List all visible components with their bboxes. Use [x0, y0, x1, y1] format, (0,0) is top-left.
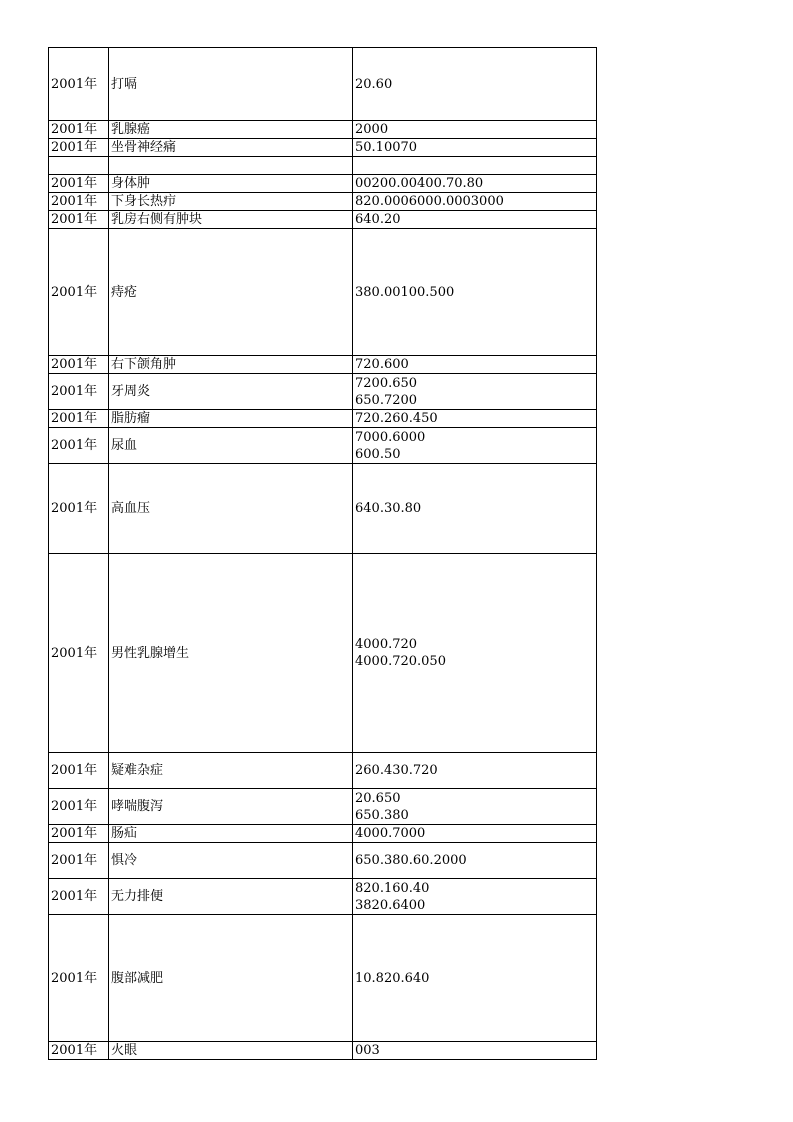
year-cell: 2001年	[49, 789, 109, 825]
code-cell	[353, 464, 597, 554]
code-value: 2000	[355, 122, 389, 137]
table-row	[49, 48, 597, 121]
table-row	[49, 229, 597, 356]
year-cell: 2001年	[49, 825, 109, 843]
year-cell: 2001年	[49, 879, 109, 915]
condition-cell: 身体肿	[109, 175, 353, 193]
condition-cell: 尿血	[109, 428, 353, 464]
table-row	[49, 410, 597, 428]
condition-cell: 脂肪瘤	[109, 410, 353, 428]
condition-cell: 无力排便	[109, 879, 353, 915]
code-cell	[353, 229, 597, 356]
code-value: 650.7200	[355, 392, 418, 408]
code-value: 640.30.80	[355, 501, 422, 516]
table-row	[49, 211, 597, 229]
remedy-table	[48, 47, 597, 1060]
code-value: 600.50	[355, 446, 401, 462]
code-cell	[353, 1042, 597, 1060]
code-value: 4000.720	[355, 637, 418, 652]
code-value: 00200.00400.70.80	[355, 176, 484, 191]
year-cell: 2001年	[49, 121, 109, 139]
table-row	[49, 1042, 597, 1060]
code-value: 50.10070	[355, 140, 418, 155]
year-cell: 2001年	[49, 356, 109, 374]
code-value: 20.60	[355, 76, 393, 92]
condition-cell	[109, 157, 353, 175]
condition-cell: 腹部减肥	[109, 915, 353, 1042]
code-value: 3820.6400	[355, 897, 426, 913]
code-value: 720.600	[355, 357, 409, 372]
condition-cell: 疑难杂症	[109, 753, 353, 789]
code-cell	[353, 48, 597, 121]
code-value: 380.00100.500	[355, 284, 455, 300]
year-cell: 2001年	[49, 193, 109, 211]
code-value: 003	[355, 1043, 380, 1058]
code-value: 4000.720.050	[355, 654, 446, 669]
code-cell	[353, 193, 597, 211]
code-cell	[353, 428, 597, 464]
condition-cell: 乳腺癌	[109, 121, 353, 139]
year-cell: 2001年	[49, 464, 109, 554]
table-row	[49, 753, 597, 789]
condition-cell: 乳房右侧有肿块	[109, 211, 353, 229]
code-value: 20.650	[355, 790, 401, 806]
table-row	[49, 121, 597, 139]
table-row	[49, 464, 597, 554]
year-cell: 2001年	[49, 139, 109, 157]
code-value: 7200.650	[355, 375, 418, 391]
table-body	[49, 48, 597, 1060]
code-value: 7000.6000	[355, 429, 426, 445]
code-value: 260.430.720	[355, 763, 438, 778]
table-row	[49, 139, 597, 157]
code-cell	[353, 879, 597, 915]
code-value: 820.160.40	[355, 880, 430, 896]
condition-cell: 痔疮	[109, 229, 353, 356]
condition-cell: 哮喘腹泻	[109, 789, 353, 825]
code-cell	[353, 356, 597, 374]
condition-cell: 肠疝	[109, 825, 353, 843]
year-cell: 2001年	[49, 410, 109, 428]
year-cell	[49, 157, 109, 175]
year-cell: 2001年	[49, 229, 109, 356]
table-row	[49, 193, 597, 211]
code-cell	[353, 121, 597, 139]
condition-cell: 右下颌角肿	[109, 356, 353, 374]
year-cell: 2001年	[49, 843, 109, 879]
code-cell	[353, 139, 597, 157]
table-row	[49, 789, 597, 825]
code-value: 650.380	[355, 807, 409, 823]
code-value: 640.20	[355, 212, 401, 227]
code-cell	[353, 753, 597, 789]
code-value: 10.820.640	[355, 970, 430, 986]
condition-cell: 下身长热疖	[109, 193, 353, 211]
condition-cell: 坐骨神经痛	[109, 139, 353, 157]
code-cell	[353, 175, 597, 193]
year-cell: 2001年	[49, 915, 109, 1042]
table-row	[49, 843, 597, 879]
code-value: 650.380.60.2000	[355, 853, 467, 868]
year-cell: 2001年	[49, 1042, 109, 1060]
condition-cell: 火眼	[109, 1042, 353, 1060]
table-row	[49, 825, 597, 843]
table-row	[49, 374, 597, 410]
code-cell	[353, 843, 597, 879]
year-cell: 2001年	[49, 211, 109, 229]
condition-cell: 惧冷	[109, 843, 353, 879]
table-row	[49, 915, 597, 1042]
code-cell	[353, 410, 597, 428]
code-value: 720.260.450	[355, 411, 438, 426]
code-cell	[353, 825, 597, 843]
code-cell	[353, 374, 597, 410]
year-cell: 2001年	[49, 48, 109, 121]
code-value: 4000.7000	[355, 826, 426, 841]
code-cell	[353, 789, 597, 825]
table-row	[49, 554, 597, 753]
year-cell: 2001年	[49, 428, 109, 464]
code-cell	[353, 554, 597, 753]
condition-cell: 牙周炎	[109, 374, 353, 410]
condition-cell: 打嗝	[109, 48, 353, 121]
table-row	[49, 428, 597, 464]
table-row	[49, 356, 597, 374]
code-cell	[353, 157, 597, 175]
condition-cell: 男性乳腺增生	[109, 554, 353, 753]
year-cell: 2001年	[49, 374, 109, 410]
condition-cell: 高血压	[109, 464, 353, 554]
code-cell	[353, 211, 597, 229]
year-cell: 2001年	[49, 554, 109, 753]
code-cell	[353, 915, 597, 1042]
code-value: 820.0006000.0003000	[355, 194, 504, 209]
table-row	[49, 175, 597, 193]
year-cell: 2001年	[49, 753, 109, 789]
table-row	[49, 157, 597, 175]
year-cell: 2001年	[49, 175, 109, 193]
table-row	[49, 879, 597, 915]
